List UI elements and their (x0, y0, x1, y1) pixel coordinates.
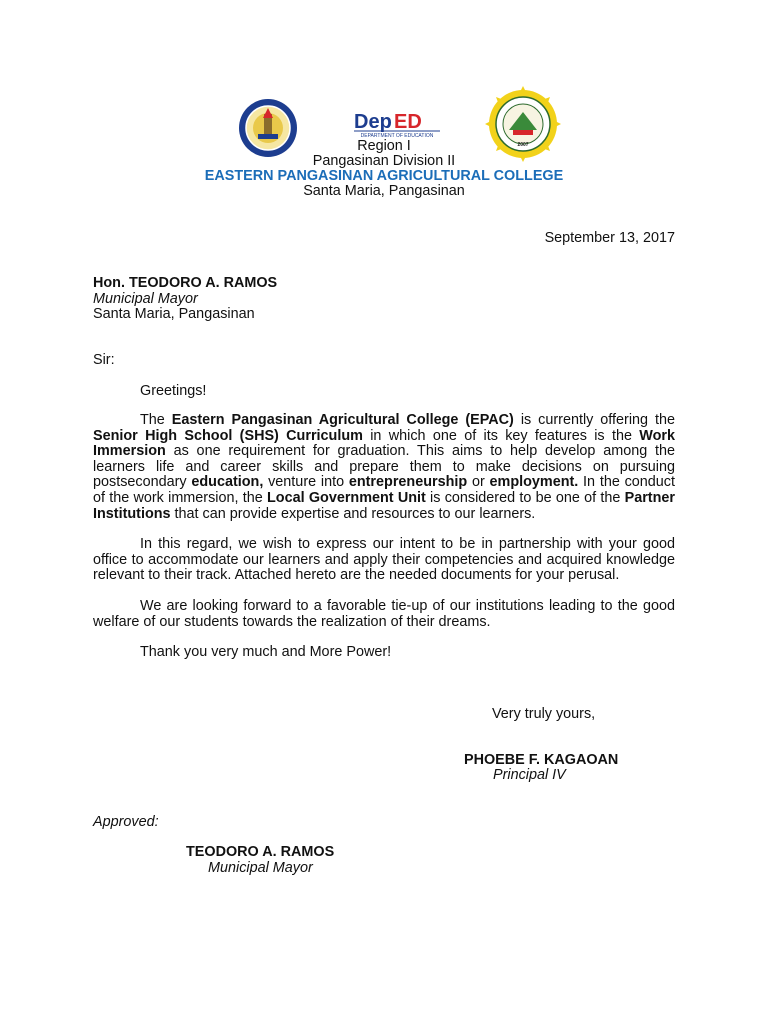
approved-label: Approved: (93, 814, 159, 830)
p1-text: is considered to be one of the (425, 489, 625, 506)
body-paragraph-2: In this regard, we wish to express our intent to be in partnership with your good office to accommodate our learners and apply their competencies and acquired knowledge relevant to their track. Attached hereto are the needed documents for your perusal. (93, 536, 675, 584)
division: Pangasinan Division II (312, 153, 456, 169)
closing: Very truly yours, (492, 706, 596, 722)
p1-bold: Local Government Unit (267, 489, 426, 506)
region: Region I (357, 138, 411, 154)
approver-name: TEODORO A. RAMOS (186, 844, 335, 860)
signatory-title: Principal IV (493, 767, 566, 783)
body-paragraph-1 (93, 413, 675, 522)
p1-text: that can provide expertise and resources to our learners. (170, 505, 536, 522)
college-name: EASTERN PANGASINAN AGRICULTURAL COLLEGE (204, 168, 564, 184)
p1-text: venture into (263, 474, 349, 491)
p1-text: in which one of its key features is the (362, 427, 640, 444)
svg-text:2007: 2007 (517, 142, 529, 148)
p1-bold: Senior High School (SHS) Curriculum (93, 427, 363, 444)
recipient-name: Hon. TEODORO A. RAMOS (93, 275, 278, 291)
p1-bold: entrepreneurship (348, 474, 468, 491)
p1-bold: Eastern Pangasinan Agricultural College (EPAC) (171, 412, 514, 428)
signatory-name: PHOEBE F. KAGAOAN (464, 752, 619, 768)
deped-logo-dep: Dep (354, 111, 392, 133)
recipient-title: Municipal Mayor (93, 291, 198, 307)
deped-logo-sub: DEPARTMENT OF EDUCATION (360, 133, 434, 138)
p1-text: or (467, 474, 490, 491)
p1-text: In the conduct of the work immersion, the (93, 474, 676, 506)
body-paragraph-4: Thank you very much and More Power! (140, 644, 392, 660)
p1-bold: education, (191, 474, 264, 491)
recipient-address: Santa Maria, Pangasinan (93, 306, 255, 322)
p1-text: is currently offering the (513, 412, 676, 428)
deped-logo (352, 108, 442, 138)
body-paragraph-3: We are looking forward to a favorable tie-up of our institutions leading to the good welfare of our students towards the realization of their dreams. (93, 598, 675, 630)
approver-title: Municipal Mayor (208, 860, 313, 876)
p1-bold: employment. (489, 474, 579, 491)
p1-text: The (140, 412, 172, 428)
college-location: Santa Maria, Pangasinan (303, 183, 465, 199)
salutation: Sir: (93, 352, 115, 368)
p1-text: as one requirement for graduation. This aims to help develop among the learners life and career skills and prepare them to make decisions on pursuing postsecondary (93, 443, 675, 491)
p1-bold: Partner Institutions (93, 489, 675, 522)
deped-logo-ed: ED (394, 111, 422, 133)
greeting: Greetings! (140, 383, 207, 399)
letter-date: September 13, 2017 (544, 230, 675, 246)
p1-bold: Work Immersion (93, 427, 675, 460)
